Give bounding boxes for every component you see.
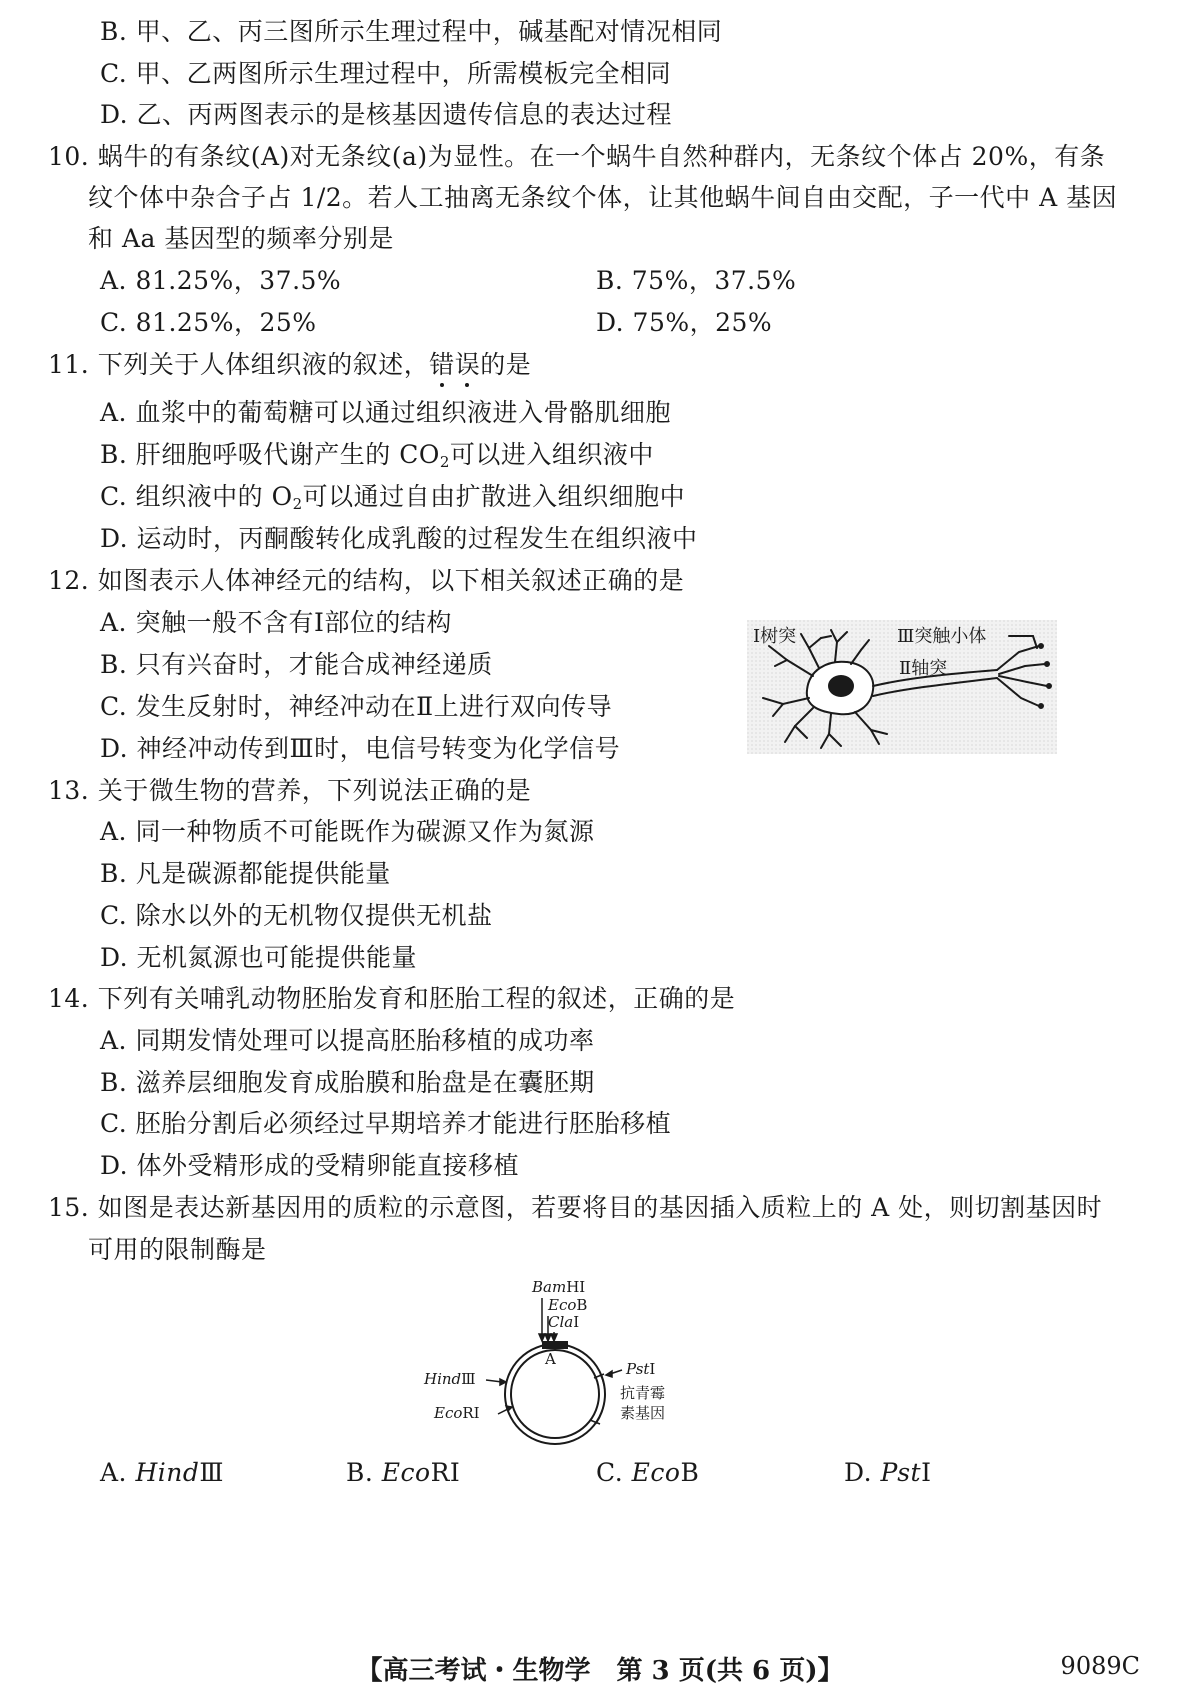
- q11-emphasis-1: 错: [429, 350, 455, 379]
- q10-stem-line1: 10. 蜗牛的有条纹(A)对无条纹(a)为显性。在一个蜗牛自然种群内，无条纹个体占 20%，有条: [48, 142, 1106, 171]
- q12-stem: 12. 如图表示人体神经元的结构，以下相关叙述正确的是: [48, 566, 685, 595]
- q11-option-c-rest: 可以通过自由扩散进入组织细胞中: [302, 482, 686, 511]
- insertion-site-a: [542, 1341, 568, 1349]
- q14-option-c: C. 胚胎分割后必须经过早期培养才能进行胚胎移植: [100, 1109, 672, 1138]
- q10-stem-line3: 和 Aa 基因型的频率分别是: [88, 224, 394, 253]
- prev-option-b: B. 甲、乙、丙三图所示生理过程中，碱基配对情况相同: [100, 17, 723, 46]
- q11-option-c-text: C. 组织液中的 O: [100, 482, 293, 511]
- label-bamh1: BamHⅠ: [532, 1278, 586, 1296]
- q15-option-c-italic: Eco: [631, 1458, 681, 1487]
- prev-option-d: D. 乙、丙两图表示的是核基因遗传信息的表达过程: [100, 100, 673, 129]
- q10-stem-line2: 纹个体中杂合子占 1/2。若人工抽离无条纹个体，让其他蜗牛间自由交配，子一代中 A 基因: [88, 183, 1118, 212]
- label-ecob: EcoB: [548, 1296, 588, 1314]
- q12-option-b: B. 只有兴奋时，才能合成神经递质: [100, 650, 493, 679]
- q15-option-b-italic: Eco: [381, 1458, 431, 1487]
- q15-option-d: [844, 1456, 931, 1490]
- q14-option-a: A. 同期发情处理可以提高胚胎移植的成功率: [100, 1026, 595, 1055]
- neuron-figure: [747, 620, 1057, 754]
- prev-option-c: C. 甲、乙两图所示生理过程中，所需模板完全相同: [100, 59, 672, 88]
- label-cla1: ClaⅠ: [548, 1313, 580, 1331]
- q15-option-a-rest: Ⅲ: [199, 1458, 224, 1487]
- q15-option-b-letter: B.: [346, 1458, 382, 1487]
- q11-option-b-rest: 可以进入组织液中: [449, 440, 654, 469]
- q10-option-d: D. 75%，25%: [596, 308, 773, 337]
- q15-stem-line1: 15. 如图是表达新基因用的质粒的示意图，若要将目的基因插入质粒上的 A 处，则切割基因时: [48, 1193, 1103, 1222]
- q13-option-d: D. 无机氮源也可能提供能量: [100, 943, 418, 972]
- q15-option-a-letter: A.: [100, 1458, 136, 1487]
- q13-option-b: B. 凡是碳源都能提供能量: [100, 859, 391, 888]
- q10-option-b: B. 75%，37.5%: [596, 266, 797, 295]
- label-axon: Ⅱ轴突: [899, 658, 948, 679]
- label-dendrite: Ⅰ树突: [753, 626, 797, 647]
- q11-option-b-subscript: 2: [439, 453, 450, 471]
- q10-option-a: A. 81.25%，37.5%: [100, 266, 342, 295]
- q15-option-a-italic: Hind: [135, 1458, 200, 1487]
- q13-stem: 13. 关于微生物的营养，下列说法正确的是: [48, 776, 532, 805]
- q11-stem-end: 的是: [480, 350, 532, 379]
- label-hind3: HindⅢ: [424, 1370, 476, 1388]
- q13-option-c: C. 除水以外的无机物仅提供无机盐: [100, 901, 493, 930]
- q15-option-d-rest: Ⅰ: [921, 1458, 932, 1487]
- q14-option-d: D. 体外受精形成的受精卵能直接移植: [100, 1151, 520, 1180]
- q11-stem: [48, 348, 531, 382]
- q15-stem-line2: 可用的限制酶是: [88, 1235, 267, 1264]
- q11-option-c-subscript: 2: [292, 495, 303, 513]
- q14-option-b: B. 滋养层细胞发育成胎膜和胎盘是在囊胚期: [100, 1068, 595, 1097]
- q10-option-c: C. 81.25%，25%: [100, 308, 317, 337]
- q11-emphasis-2: 误: [454, 350, 481, 379]
- q15-option-c: [596, 1456, 699, 1490]
- q11-option-a: A. 血浆中的葡萄糖可以通过组织液进入骨骼肌细胞: [100, 398, 671, 427]
- q15-option-b: [346, 1456, 460, 1490]
- q15-option-b-rest: RⅠ: [430, 1458, 461, 1487]
- label-pst1: PstⅠ: [626, 1360, 656, 1378]
- q11-option-b-text: B. 肝细胞呼吸代谢产生的 CO: [100, 440, 440, 469]
- label-amp-2: 素基因: [620, 1404, 666, 1422]
- q15-option-a: [100, 1456, 224, 1490]
- q12-option-c: C. 发生反射时，神经冲动在Ⅱ上进行双向传导: [100, 692, 613, 721]
- q11-option-c: [100, 480, 685, 521]
- q11-option-d: D. 运动时，丙酮酸转化成乳酸的过程发生在组织液中: [100, 524, 698, 553]
- page-footer: 【高三考试・生物学 第 3 页(共 6 页)】: [356, 1656, 844, 1686]
- nucleus: [828, 675, 854, 697]
- q15-option-c-rest: B: [680, 1458, 700, 1487]
- q14-stem: 14. 下列有关哺乳动物胚胎发育和胚胎工程的叙述，正确的是: [48, 984, 736, 1013]
- q12-option-d: D. 神经冲动传到Ⅲ时，电信号转变为化学信号: [100, 734, 621, 763]
- q13-option-a: A. 同一种物质不可能既作为碳源又作为氮源: [100, 817, 595, 846]
- label-synaptic-terminal: Ⅲ突触小体: [897, 626, 987, 647]
- q15-option-d-italic: Pst: [880, 1458, 922, 1487]
- q11-option-b: [100, 438, 654, 479]
- q12-option-a: A. 突触一般不含有Ⅰ部位的结构: [100, 608, 452, 637]
- q15-option-c-letter: C.: [596, 1458, 632, 1487]
- label-site-a: A: [545, 1350, 556, 1368]
- plasmid-figure: [420, 1276, 690, 1448]
- exam-code: 9089C: [1060, 1652, 1140, 1680]
- label-ecor1: EcoRⅠ: [434, 1404, 480, 1422]
- q11-stem-text: 11. 下列关于人体组织液的叙述，: [48, 350, 430, 379]
- label-amp-1: 抗青霉: [620, 1384, 666, 1402]
- q15-option-d-letter: D.: [844, 1458, 881, 1487]
